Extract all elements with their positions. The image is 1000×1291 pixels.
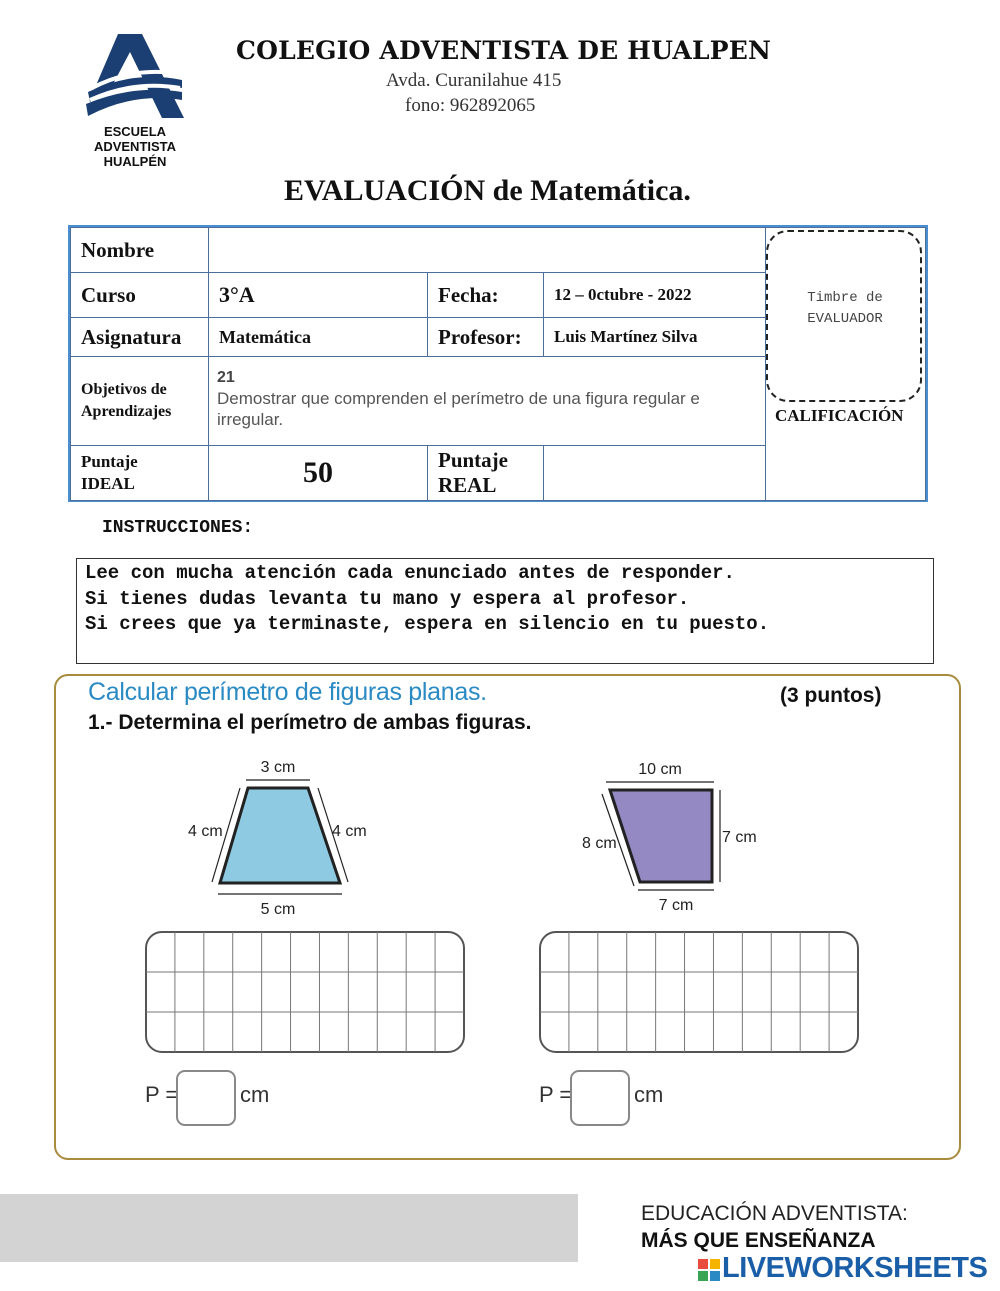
logo-text: ESCUELA ADVENTISTA HUALPÉN [93, 124, 177, 169]
figure-2-trapezoid [570, 750, 790, 925]
answer-2-input[interactable] [570, 1070, 630, 1126]
fig2-bottom-label: 7 cm [658, 897, 694, 914]
instructions-title: INSTRUCCIONES: [102, 518, 254, 538]
nombre-field[interactable] [208, 227, 766, 273]
fig1-top-label: 3 cm [260, 759, 296, 776]
figure-1-trapezoid [170, 748, 390, 928]
grid-border [540, 932, 858, 1052]
page-title: EVALUACIÓN de Matemática. [284, 174, 691, 207]
calificacion-label: CALIFICACIÓN [775, 406, 904, 425]
answer-1-input[interactable] [176, 1070, 236, 1126]
grid-border [146, 932, 464, 1052]
fig2-left-label: 8 cm [582, 835, 617, 852]
points-label: (3 puntos) [780, 684, 882, 707]
footer-grey-bar [0, 1194, 578, 1262]
puntaje-ideal-label: Puntaje IDEAL [70, 445, 209, 501]
fig1-left-label: 4 cm [188, 823, 223, 840]
asignatura-value: Matemática [208, 317, 428, 357]
curso-value: 3°A [208, 272, 428, 318]
working-grid-2[interactable] [538, 930, 860, 1054]
objetivo-text: Demostrar que comprenden el perímetro de una figura regular e irregular. [217, 389, 700, 429]
footer-slogan-line1: EDUCACIÓN ADVENTISTA: [641, 1202, 908, 1225]
footer-slogan-line2: MÁS QUE ENSEÑANZA [641, 1229, 876, 1252]
objetivos-label: Objetivos de Aprendizajes [70, 356, 209, 446]
fig2-top-label: 10 cm [638, 761, 682, 778]
working-grid-1[interactable] [144, 930, 466, 1054]
fecha-value: 12 – 0ctubre - 2022 [543, 272, 766, 318]
instruction-line: Si crees que ya terminaste, espera en silencio en tu puesto. [85, 613, 770, 635]
instruction-line: Lee con mucha atención cada enunciado antes de responder. [85, 562, 735, 584]
section-title: Calcular perímetro de figuras planas. [88, 678, 487, 706]
asignatura-label: Asignatura [70, 317, 209, 357]
nombre-label: Nombre [70, 227, 209, 273]
profesor-value: Luis Martínez Silva [543, 317, 766, 357]
puntaje-real-field[interactable] [543, 445, 766, 501]
answer-1-unit: cm [240, 1082, 270, 1107]
fig1-right-label: 4 cm [332, 823, 367, 840]
liveworksheets-brand: LIVEWORKSHEETS [722, 1252, 988, 1284]
school-logo [84, 30, 188, 124]
right-trapezoid-shape [610, 790, 712, 882]
instruction-line: Si tienes dudas levanta tu mano y espera al profesor. [85, 587, 690, 610]
stamp-label: Timbre de EVALUADOR [807, 290, 883, 327]
fecha-label: Fecha: [427, 272, 544, 318]
liveworksheets-logo-icon [698, 1259, 720, 1281]
school-phone: fono: 962892065 [405, 95, 536, 116]
objetivo-number: 21 [217, 369, 235, 386]
fig1-bottom-label: 5 cm [260, 901, 296, 918]
logo-a-icon [84, 30, 188, 124]
fig2-right-label: 7 cm [722, 829, 757, 846]
school-name: COLEGIO ADVENTISTA DE HUALPEN [236, 36, 772, 65]
profesor-label: Profesor: [427, 317, 544, 357]
objetivo-description [208, 356, 766, 446]
curso-label: Curso [70, 272, 209, 318]
answer-2-unit: cm [634, 1082, 664, 1107]
puntaje-ideal-value: 50 [208, 445, 428, 501]
instructions-box [76, 558, 934, 664]
puntaje-real-label: Puntaje REAL [427, 445, 544, 501]
answer-2-prefix: P = [539, 1082, 573, 1107]
answer-1-prefix: P = [145, 1082, 179, 1107]
question-text: 1.- Determina el perímetro de ambas figuras. [88, 711, 532, 734]
school-address: Avda. Curanilahue 415 [386, 70, 562, 91]
